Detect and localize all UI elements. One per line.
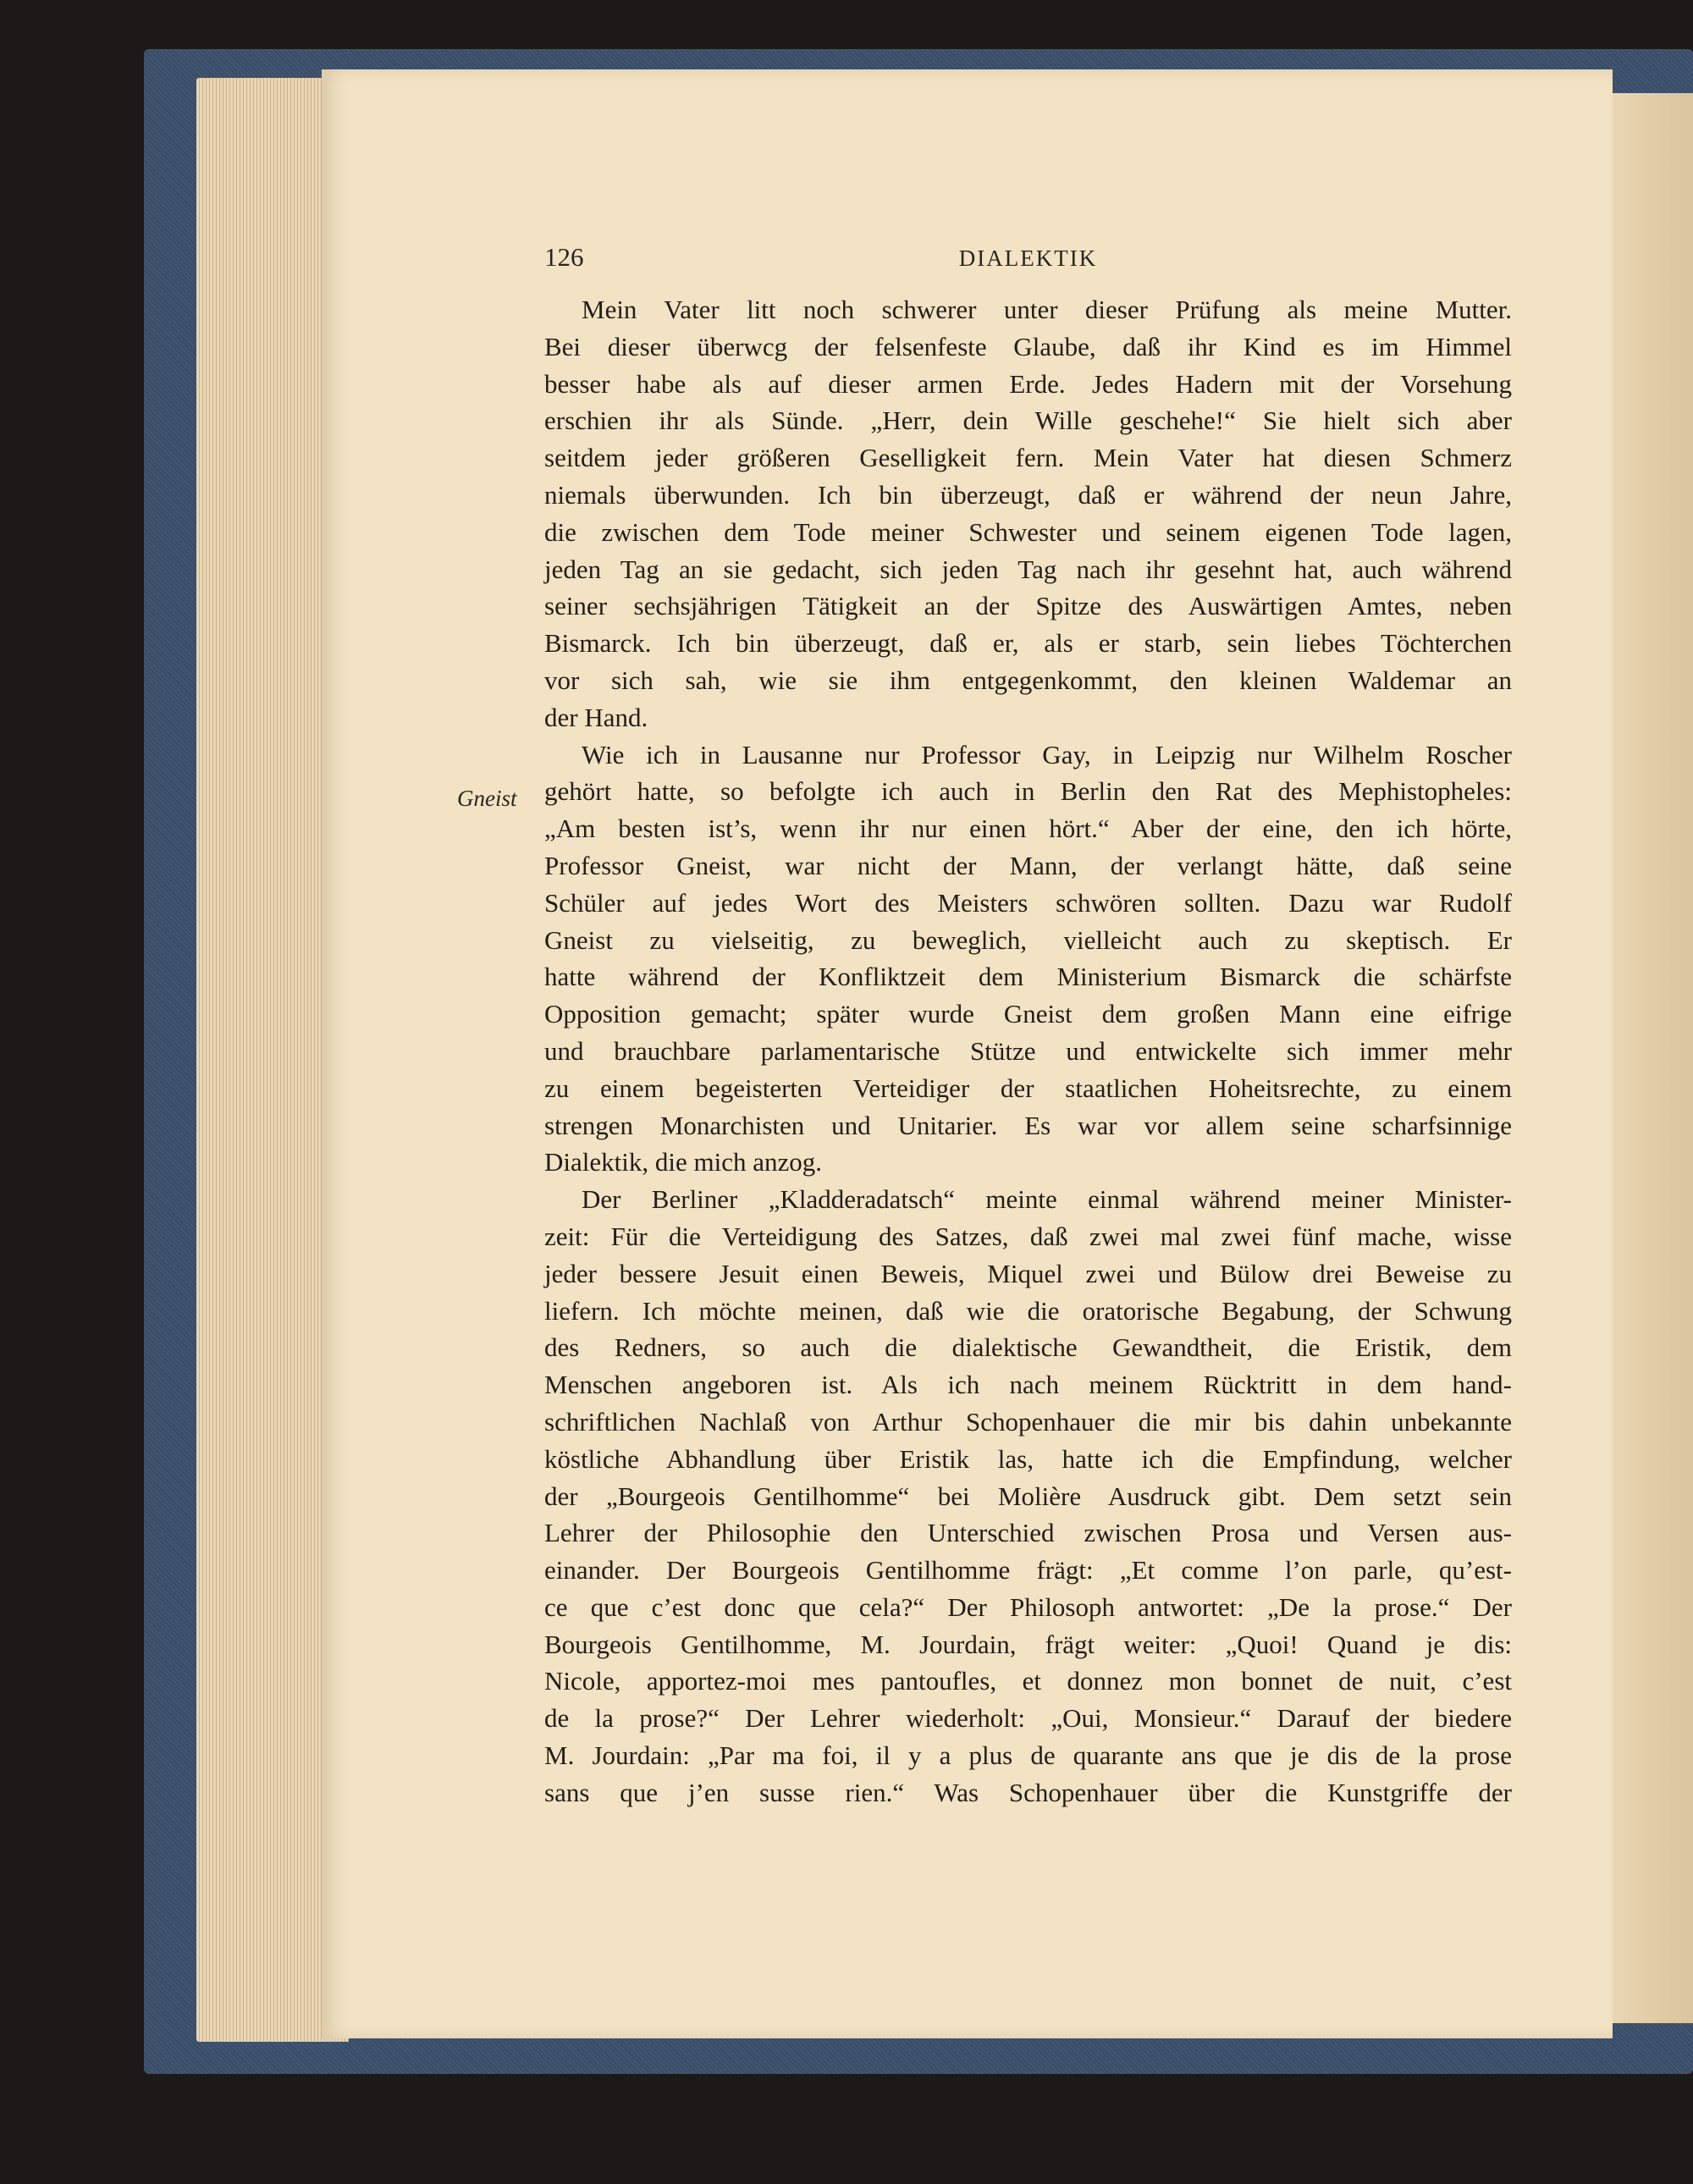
margin-note: Gneist: [457, 786, 517, 811]
text-line: seitdem jeder größeren Geselligkeit fern. Mein Vater hat diesen Schmerz: [544, 443, 1512, 473]
text-line: zeit: Für die Verteidigung des Satzes, daß zwei mal zwei fünf mache, wisse: [544, 1221, 1512, 1251]
text-line: jeder bessere Jesuit einen Beweis, Miquel zwei und Bülow drei Beweise zu: [544, 1258, 1512, 1288]
text-line: liefern. Ich möchte meinen, daß wie die oratorische Begabung, der Schwung: [544, 1295, 1512, 1326]
text-line: seiner sechsjährigen Tätigkeit an der Spitze des Auswärtigen Amtes, neben: [544, 591, 1512, 621]
text-line: vor sich sah, wie sie ihm entgegenkommt, den kleinen Waldemar an: [544, 665, 1512, 695]
text-line: strengen Monarchisten und Unitarier. Es war vor allem seine scharfsinnige: [544, 1110, 1512, 1140]
text-line: Opposition gemacht; später wurde Gneist dem großen Mann eine eifrige: [544, 999, 1512, 1029]
text-line: M. Jourdain: „Par ma foi, il y a plus de quarante ans que je dis de la prose: [544, 1740, 1512, 1771]
text-line: besser habe als auf dieser armen Erde. Jedes Hadern mit der Vorsehung: [544, 368, 1512, 399]
text-line: köstliche Abhandlung über Eristik las, hatte ich die Empfindung, welcher: [544, 1443, 1512, 1474]
text-line: Menschen angeboren ist. Als ich nach meinem Rücktritt in dem hand-: [544, 1370, 1512, 1400]
text-line: Gneist zu vielseitig, zu beweglich, vielleicht auch zu skeptisch. Er: [544, 924, 1512, 955]
text-line: Lehrer der Philosophie den Unterschied zwischen Prosa und Versen aus-: [544, 1518, 1512, 1548]
text-line: „Am besten ist’s, wenn ihr nur einen hört.“ Aber der eine, den ich hörte,: [544, 813, 1512, 844]
text-line: jeden Tag an sie gedacht, sich jeden Tag nach ihr gesehnt hat, auch während: [544, 554, 1512, 584]
text-line: Schüler auf jedes Wort des Meisters schwören sollten. Dazu war Rudolf: [544, 887, 1512, 918]
text-line: die zwischen dem Tode meiner Schwester und seinem eigenen Tode lagen,: [544, 516, 1512, 547]
text-line: Bei dieser überwcg der felsenfeste Glaube, daß ihr Kind es im Himmel: [544, 331, 1512, 361]
text-line: Professor Gneist, war nicht der Mann, der verlangt hätte, daß seine: [544, 850, 1512, 880]
text-line: ce que c’est donc que cela?“ Der Philosoph antwortet: „De la prose.“ Der: [544, 1591, 1512, 1622]
text-line: Mein Vater litt noch schwerer unter dieser Prüfung als meine Mutter.: [582, 295, 1512, 324]
text-line: Wie ich in Lausanne nur Professor Gay, in Leipzig nur Wilhelm Roscher: [582, 739, 1512, 769]
text-line: Der Berliner „Kladderadatsch“ meinte einmal während meiner Minister-: [582, 1184, 1512, 1215]
running-head: [544, 242, 1512, 278]
text-line: niemals überwunden. Ich bin überzeugt, daß er während der neun Jahre,: [544, 479, 1512, 510]
text-line: erschien ihr als Sünde. „Herr, dein Wille geschehe!“ Sie hielt sich aber: [544, 405, 1512, 436]
text-line: hatte während der Konfliktzeit dem Ministerium Bismarck die schärfste: [544, 962, 1512, 992]
page-number: 126: [544, 242, 584, 272]
text-line: und brauchbare parlamentarische Stütze und entwickelte sich immer mehr: [544, 1035, 1512, 1066]
text-line: der „Bourgeois Gentilhomme“ bei Molière Ausdruck gibt. Dem setzt sein: [544, 1481, 1512, 1511]
text-line: Bismarck. Ich bin überzeugt, daß er, als er starb, sein liebes Töchterchen: [544, 628, 1512, 659]
text-line: Dialektik, die mich anzog.: [544, 1147, 822, 1177]
text-line: Nicole, apportez-moi mes pantoufles, et donnez mon bonnet de nuit, c’est: [544, 1666, 1512, 1696]
text-line: schriftlichen Nachlaß von Arthur Schopenhauer die mir bis dahin unbekannte: [544, 1406, 1512, 1437]
text-line: Bourgeois Gentilhomme, M. Jourdain, frägt weiter: „Quoi! Quand je dis:: [544, 1629, 1512, 1659]
text-line: der Hand.: [544, 702, 648, 732]
text-line: gehört hatte, so befolgte ich auch in Berlin den Rat des Mephistopheles:: [544, 776, 1512, 807]
facing-page-edge: [1613, 93, 1693, 2023]
text-line: des Redners, so auch die dialektische Gewandtheit, die Eristik, dem: [544, 1332, 1512, 1363]
text-line: einander. Der Bourgeois Gentilhomme frägt: „Et comme l’on parle, qu’est-: [544, 1555, 1512, 1586]
body-text: [544, 291, 1512, 1812]
text-line: sans que j’en susse rien.“ Was Schopenhauer über die Kunstgriffe der: [544, 1777, 1512, 1807]
text-line: de la prose?“ Der Lehrer wiederholt: „Oui, Monsieur.“ Darauf der biedere: [544, 1703, 1512, 1734]
running-title: DIALEKTIK: [958, 245, 1098, 271]
text-line: zu einem begeisterten Verteidiger der staatlichen Hoheitsrechte, zu einem: [544, 1073, 1512, 1103]
